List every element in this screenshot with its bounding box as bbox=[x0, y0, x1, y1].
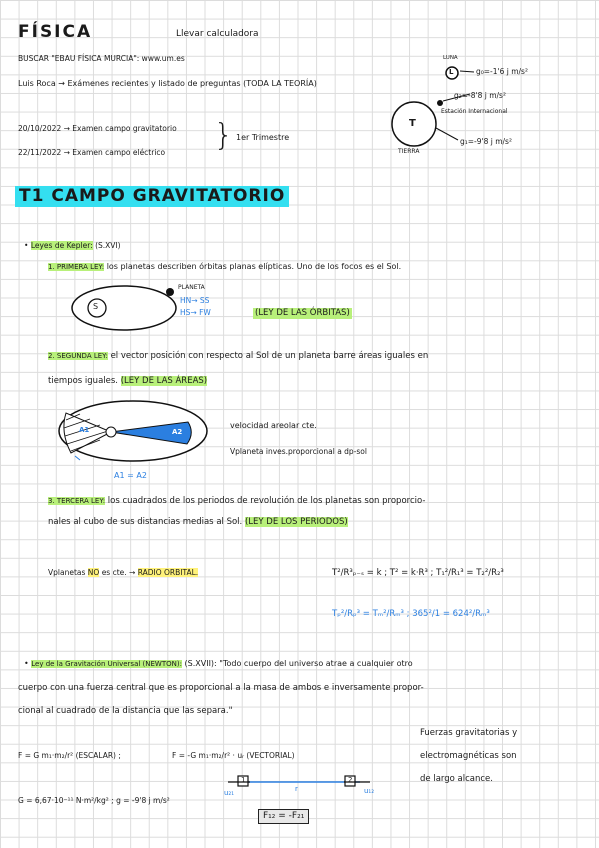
trimester: 1er Trimestre bbox=[236, 133, 290, 142]
law3-label: 3. TERCERA LEY: bbox=[48, 497, 106, 505]
law3-text-a: los cuadrados de los periodos de revolución de los planetas son proporcio- bbox=[107, 496, 426, 506]
mass1-label: 1 bbox=[241, 776, 246, 784]
law1-name: (LEY DE LAS ÓRBITAS) bbox=[255, 308, 350, 318]
law1-text: los planetas describen órbitas planas elípticas. Uno de los focos es el Sol. bbox=[106, 262, 402, 271]
long-range-note-2: electromagnéticas son bbox=[420, 751, 517, 761]
newton-line-2: cuerpo con una fuerza central que es proporcional a la masa de ambos e inversamente propor- bbox=[18, 683, 424, 693]
vplaneta-note: Vplaneta inves.proporcional a dp-sol bbox=[230, 447, 367, 456]
kepler-formula-1: T²/R³ₚ₋ₛ = k ; T² = k·R³ ; T₁²/R₁³ = T₂²/R₂³ bbox=[332, 568, 504, 578]
g-station: g₂=-8'8 j m/s² bbox=[454, 91, 506, 100]
mass2-label: 2 bbox=[348, 776, 353, 784]
section-title: T1 CAMPO GRAVITATORIO bbox=[15, 186, 289, 207]
newton-line-3: cional al cuadrado de la distancia que las separa." bbox=[18, 706, 233, 716]
a-equal: A1 = A2 bbox=[114, 471, 147, 480]
station-dot bbox=[437, 100, 443, 106]
sun-letter-1: S bbox=[93, 302, 99, 311]
force-equality: F₁₂ = -F₂₁ bbox=[258, 809, 309, 824]
law1-label: 1. PRIMERA LEY: bbox=[48, 263, 105, 271]
a2-label: A2 bbox=[172, 428, 183, 436]
long-range-note-3: de largo alcance. bbox=[420, 774, 493, 784]
planet-label: PLANETA bbox=[178, 284, 205, 291]
kepler-intro-suffix: (S.XVI) bbox=[95, 241, 121, 250]
hn-ss: HN→ SS bbox=[180, 296, 210, 305]
newton-label: Ley de la Gravitación Universal (NEWTON): bbox=[31, 660, 182, 668]
g-constant: G = 6,67·10⁻¹¹ N·m²/kg² ; g = -9'8 j m/s² bbox=[18, 796, 170, 805]
vplanetas-line bbox=[48, 569, 198, 577]
hs-fw: HS→ FW bbox=[180, 308, 211, 317]
sun-circle-2 bbox=[106, 427, 116, 437]
g-earth: g₁=-9'8 j m/s² bbox=[460, 137, 512, 146]
law2-line-b bbox=[48, 377, 207, 386]
exam-line-1: 20/10/2022 → Examen campo gravitatorio bbox=[18, 124, 177, 133]
earth-label: TIERRA bbox=[398, 148, 420, 155]
newton-line-1: • Ley de la Gravitación Universal (NEWTON): (S.XVII): "Todo cuerpo del universo atrae a cualquier otro bbox=[24, 659, 413, 668]
u21-label: u₂₁ bbox=[224, 789, 235, 797]
areolar-note: velocidad areolar cte. bbox=[230, 421, 317, 430]
force-scalar: F = G m₁·m₂/r² (ESCALAR) ; bbox=[18, 751, 121, 760]
kepler-formula-2: Tₚ²/Rₚ³ = Tₘ²/Rₘ³ ; 365²/1 = 624²/Rₘ³ bbox=[332, 609, 490, 619]
law2-line-a bbox=[48, 352, 428, 361]
luis-line: Luis Roca → Exámenes recientes y listado de preguntas (TODA LA TEORÍA) bbox=[18, 79, 317, 88]
vplanetas-no: NO bbox=[87, 568, 100, 577]
earth-letter: T bbox=[409, 118, 416, 129]
law3-line-a bbox=[48, 497, 425, 506]
vplanetas-a: Vplanetas bbox=[48, 568, 86, 577]
force-vector: F = -G m₁·m₂/r² · uᵣ (VECTORIAL) bbox=[172, 751, 295, 760]
a1-label: A1 bbox=[79, 426, 90, 434]
law3-text-b: nales al cubo de sus distancias medias al Sol. bbox=[48, 517, 243, 527]
law1-line bbox=[48, 263, 401, 271]
u12-label: u₁₂ bbox=[364, 787, 375, 795]
kepler-intro: • Leyes de Kepler: (S.XVI) bbox=[24, 241, 121, 250]
search-line: BUSCAR "EBAU FÍSICA MURCIA": www.um.es bbox=[18, 54, 185, 63]
law2-text-b: tiempos iguales. bbox=[48, 376, 119, 386]
radio-orbital: RADIO ORBITAL. bbox=[137, 568, 199, 577]
moon-label: LUNA bbox=[443, 55, 458, 61]
kepler-intro-label: Leyes de Kepler: bbox=[30, 241, 93, 250]
r-label: r bbox=[295, 785, 298, 793]
moon-letter: L bbox=[449, 68, 454, 76]
station-label: Estación Internacional bbox=[441, 108, 508, 115]
exam-line-2: 22/11/2022 → Examen campo eléctrico bbox=[18, 148, 166, 157]
brace: } bbox=[214, 118, 234, 153]
law3-line-b bbox=[48, 518, 348, 527]
newton-text-1: (S.XVII): "Todo cuerpo del universo atrae a cualquier otro bbox=[184, 659, 413, 668]
law2-text-a: el vector posición con respecto al Sol de un planeta barre áreas iguales en bbox=[110, 351, 429, 361]
vplanetas-b: es cte. → bbox=[101, 568, 136, 577]
law2-name: (LEY DE LAS ÁREAS) bbox=[120, 376, 208, 386]
law3-name: (LEY DE LOS PERIODOS) bbox=[244, 517, 348, 527]
g-moon: g₀=-1'6 j m/s² bbox=[476, 67, 528, 76]
page-title: FÍSICA bbox=[18, 22, 93, 42]
calc-note: Llevar calculadora bbox=[176, 29, 259, 39]
long-range-note-1: Fuerzas gravitatorias y bbox=[420, 728, 518, 738]
law2-label: 2. SEGUNDA LEY: bbox=[48, 352, 108, 360]
planet-dot-1 bbox=[166, 288, 174, 296]
